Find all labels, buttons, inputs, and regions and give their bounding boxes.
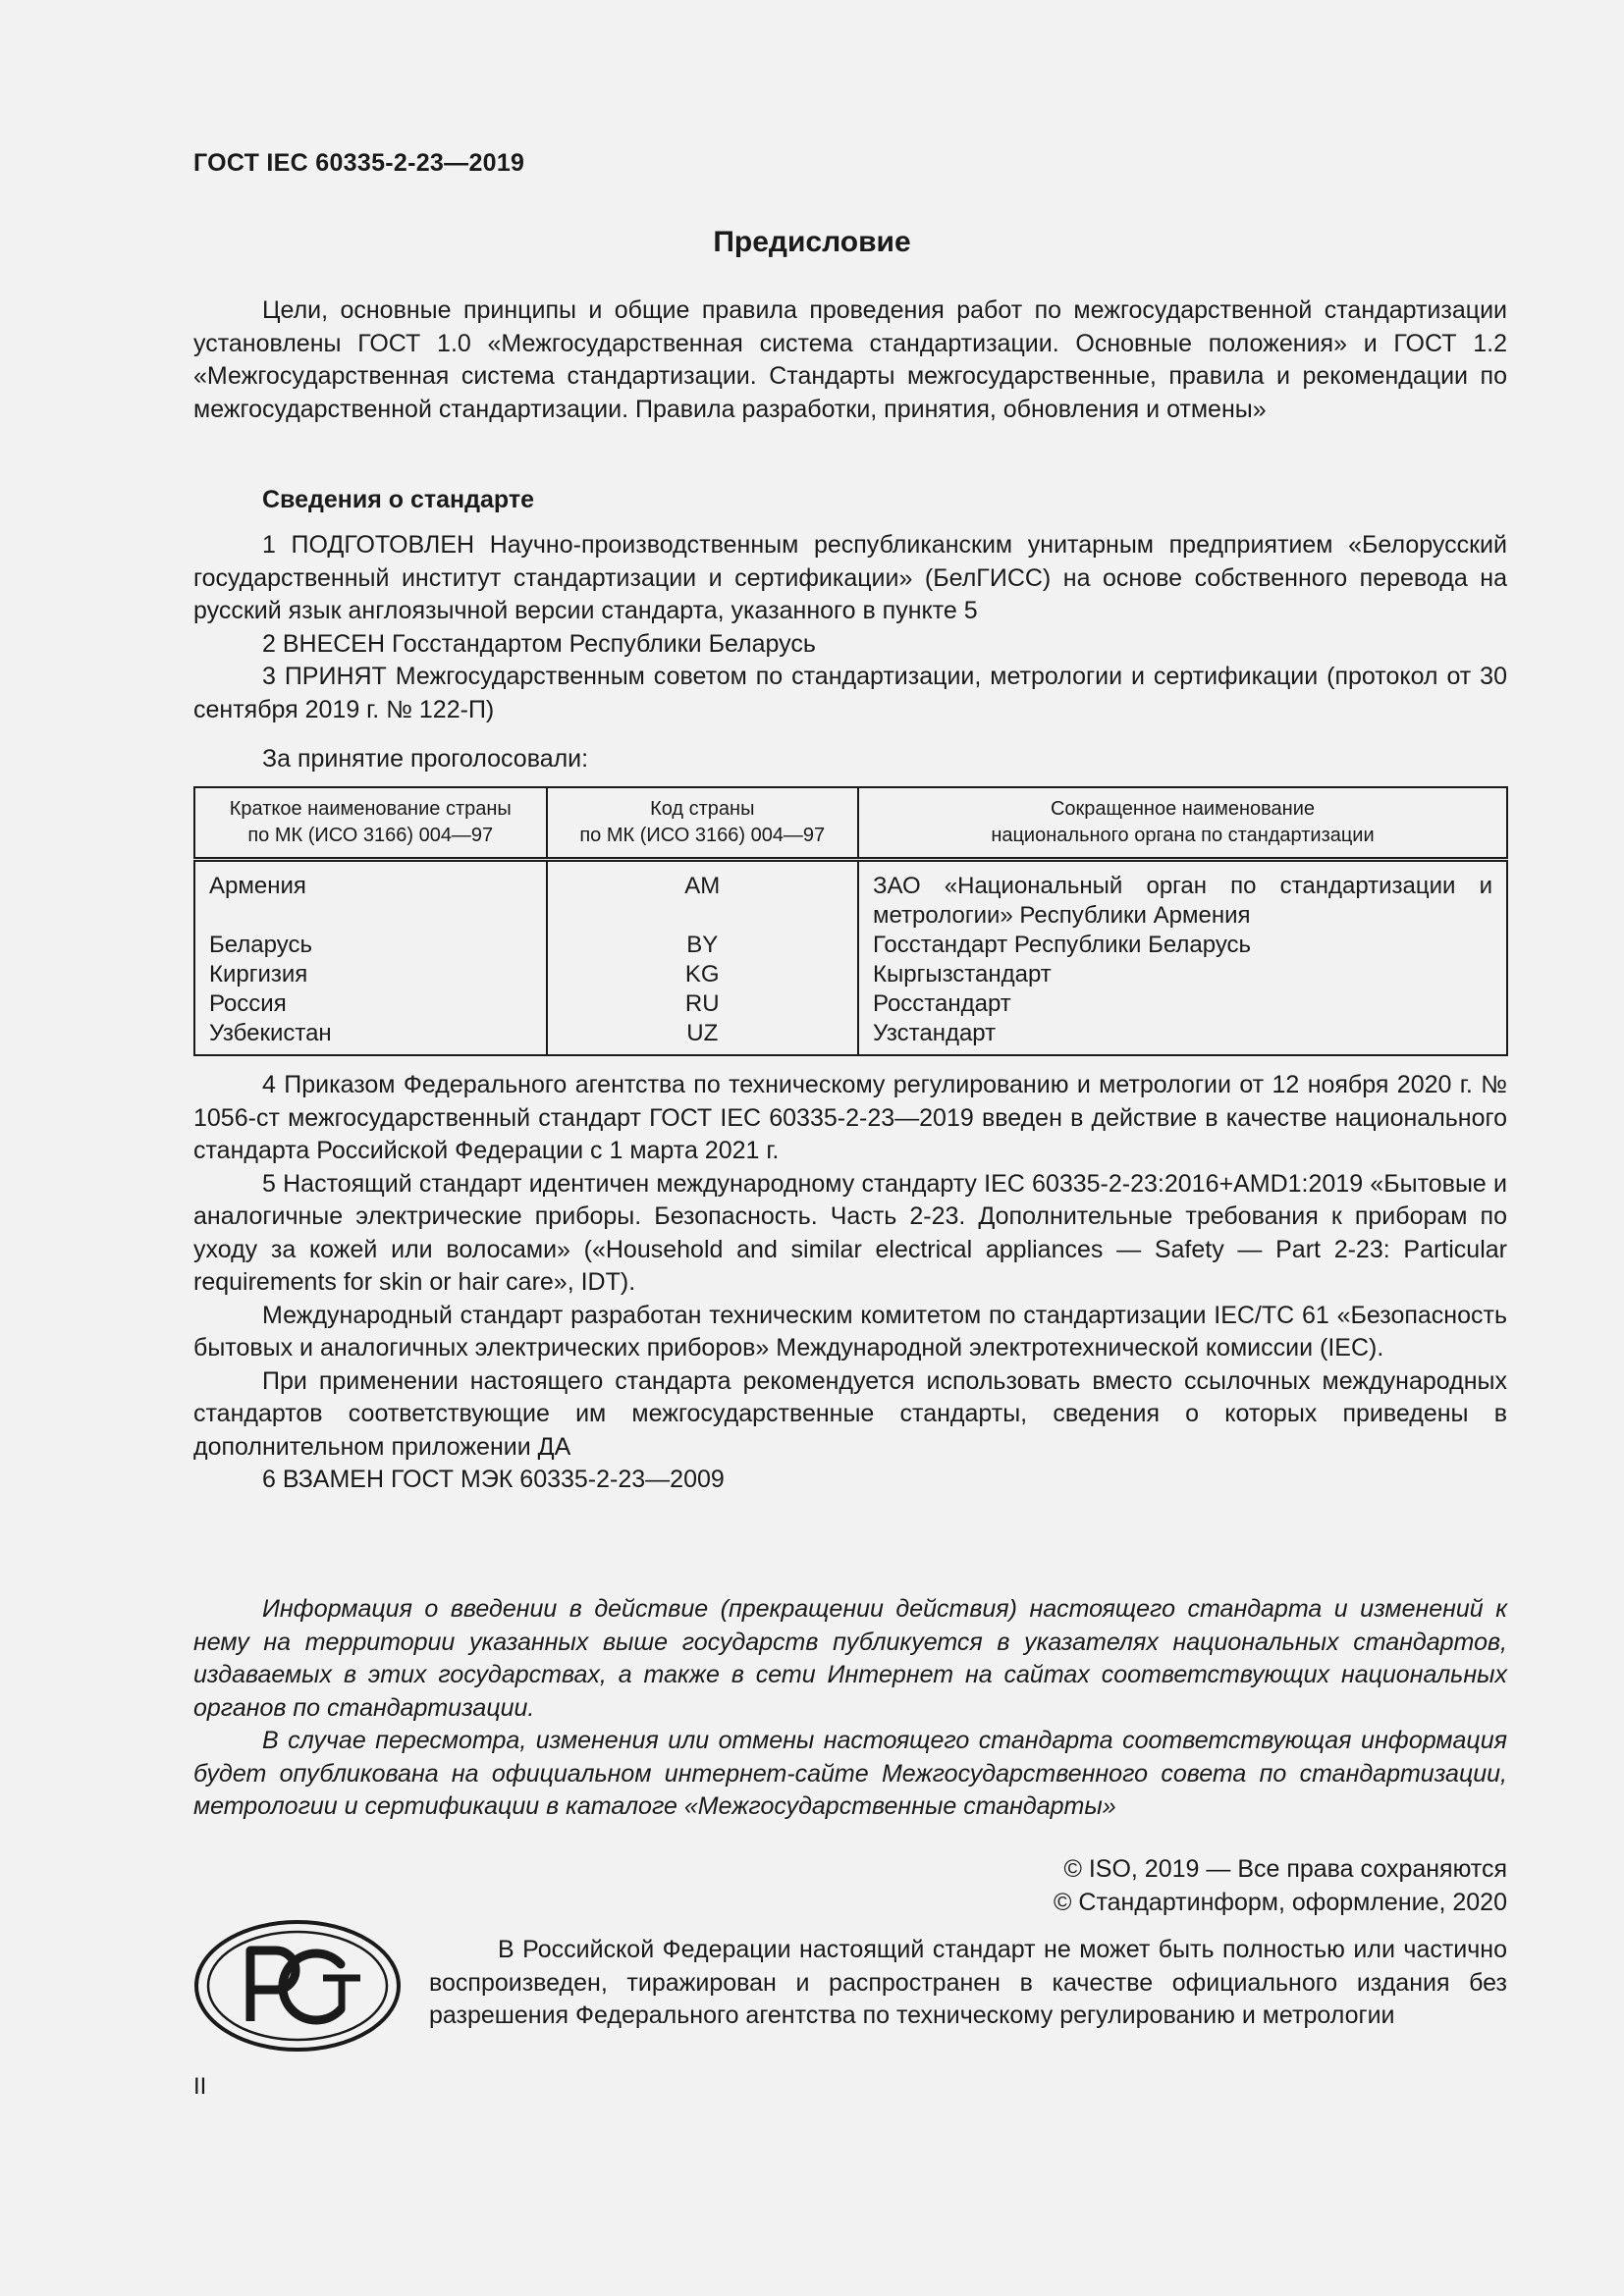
table-row <box>194 960 1507 989</box>
cell-country: Киргизия <box>194 960 547 989</box>
table-row <box>194 860 1507 932</box>
cell-body: Кыргызстандарт <box>858 960 1507 989</box>
standard-items <box>193 529 1507 726</box>
item-6: 6 ВЗАМЕН ГОСТ МЭК 60335-2-23—2009 <box>262 1466 725 1493</box>
cell-country: Армения <box>194 860 547 932</box>
foreword-intro <box>193 294 1507 426</box>
table-row <box>194 989 1507 1019</box>
cell-body: Госстандарт Республики Беларусь <box>858 931 1507 960</box>
copyright-standartinform: © Стандартинформ, оформление, 2020 <box>1054 1888 1507 1916</box>
item-5-refs: При применении настоящего стандарта рекомендуется использовать вместо ссылочных международных стандартов соответствующие им межгосударственные стандарты, сведения о которых приведены в дополнительном приложении ДА <box>193 1366 1507 1461</box>
cell-body: Узстандарт <box>858 1019 1507 1055</box>
item-5: 5 Настоящий стандарт идентичен международному стандарту IEC 60335-2-23:2016+AMD1:2019 «Бытовые и аналогичные электрические приборы. Безопасность. Часть 2-23. Дополнительные требования к приборам по уходу за кожей или волосами» («Household and similar electrical appliances — Safety — Part 2-23: Particular requirements for skin or hair care», IDT). <box>193 1169 1507 1296</box>
table-header-row <box>194 787 1507 860</box>
after-table-items <box>193 1069 1507 1497</box>
standard-info <box>193 484 1507 517</box>
notice-block <box>193 1593 1507 1824</box>
voted-label: За принятие проголосовали: <box>262 745 589 773</box>
item-5-tc: Международный стандарт разработан техническим комитетом по стандартизации IEC/TC 61 «Безопасность бытовых и аналогичных электрических приборов» Международной электротехнической комиссии (IEC). <box>193 1301 1507 1362</box>
item-1: 1 ПОДГОТОВЛЕН Научно-производственным республиканским унитарным предприятием «Белорусский государственный институт стандартизации и сертификации» (БелГИСС) на основе собственного перевода на русский язык англоязычной версии стандарта, указанного в пункте 5 <box>193 531 1507 624</box>
item-4: 4 Приказом Федерального агентства по техническому регулированию и метрологии от 12 ноября 2020 г. № 1056-ст межгосударственный стандарт ГОСТ IEC 60335-2-23—2019 введен в действие в качестве национального стандарта Российской Федерации с 1 марта 2021 г. <box>193 1071 1507 1164</box>
intro-paragraph: Цели, основные принципы и общие правила проведения работ по межгосударственной стандартизации установлены ГОСТ 1.0 «Межгосударственная система стандартизации. Основные положения» и ГОСТ 1.2 «Межгосударственная система стандартизации. Стандарты межгосударственные, правила и рекомендации по межгосударственной стандартизации. Правила разработки, принятия, обновления и отмены» <box>193 296 1507 423</box>
page-number: II <box>193 2073 207 2100</box>
cell-code: KG <box>547 960 858 989</box>
voted-label-block <box>193 743 1507 776</box>
cell-body: Росстандарт <box>858 989 1507 1019</box>
document-code: ГОСТ IEC 60335-2-23—2019 <box>193 149 525 177</box>
cell-country: Россия <box>194 989 547 1019</box>
cell-code: AM <box>547 860 858 932</box>
table-row <box>194 931 1507 960</box>
header-code: Код страны по МК (ИСО 3166) 004—97 <box>547 787 858 860</box>
voting-table <box>193 786 1508 1056</box>
item-3: 3 ПРИНЯТ Межгосударственным советом по стандартизации, метрологии и сертификации (протокол от 30 сентября 2019 г. № 122-П) <box>193 663 1507 723</box>
cell-country: Узбекистан <box>194 1019 547 1055</box>
cell-code: UZ <box>547 1019 858 1055</box>
notice-info-1: Информация о введении в действие (прекращении действия) настоящего стандарта и изменений к нему на территории указанных выше государств публикуется в указателях национальных стандартов, издаваемых в этих государствах, а также в сети Интернет на сайтах соответствующих национальных органов по стандартизации. <box>193 1595 1507 1722</box>
section-heading: Сведения о стандарте <box>262 486 535 513</box>
copyright-iso: © ISO, 2019 — Все права сохраняются <box>1063 1855 1507 1883</box>
cell-code: RU <box>547 989 858 1019</box>
header-country: Краткое наименование страны по МК (ИСО 3166) 004—97 <box>194 787 547 860</box>
rf-notice-block <box>429 1934 1507 2033</box>
rst-logo-icon <box>193 1919 402 2053</box>
page-title: Предисловие <box>713 226 911 258</box>
cell-code: BY <box>547 931 858 960</box>
copyright-block <box>193 1853 1507 1919</box>
rf-notice: В Российской Федерации настоящий стандарт не может быть полностью или частично воспроизведен, тиражирован и распространен в качестве официального издания без разрешения Федерального агентства по техническому регулированию и метрологии <box>429 1936 1507 2029</box>
cell-country: Беларусь <box>194 931 547 960</box>
cell-body: ЗАО «Национальный орган по стандартизации и метрологии» Республики Армения <box>858 860 1507 932</box>
header-body: Сокращенное наименование национального органа по стандартизации <box>858 787 1507 860</box>
logo-text: РСТ <box>297 2051 298 2052</box>
table-row <box>194 1019 1507 1055</box>
item-2: 2 ВНЕСЕН Госстандартом Республики Беларусь <box>262 629 816 658</box>
notice-info-2: В случае пересмотра, изменения или отмены настоящего стандарта соответствующая информация будет опубликована на официальном интернет-сайте Межгосударственного совета по стандартизации, метрологии и сертификации в каталоге «Межгосударственные стандарты» <box>193 1727 1507 1820</box>
